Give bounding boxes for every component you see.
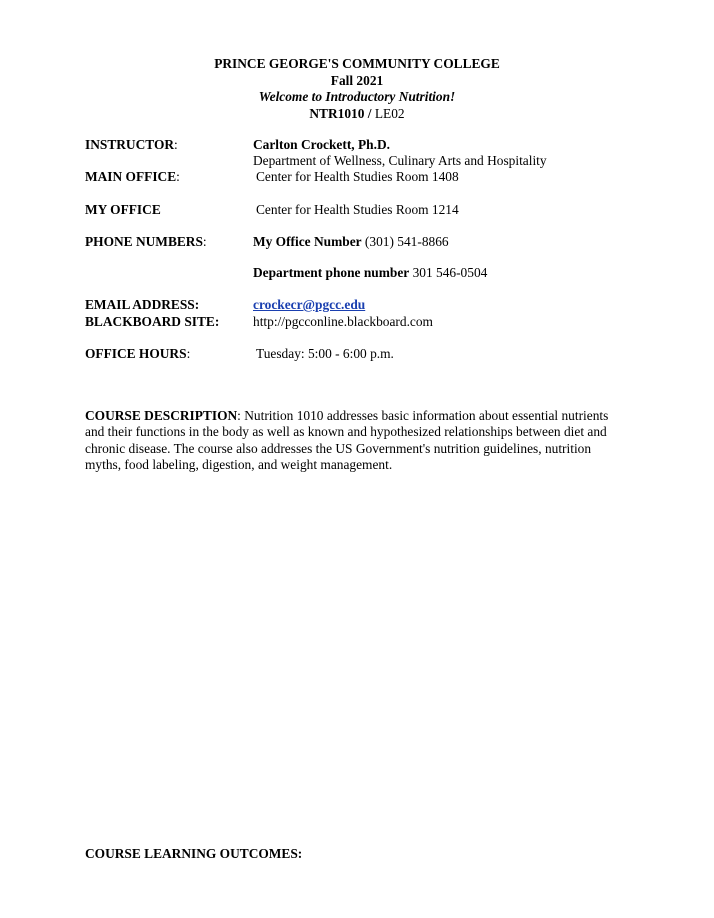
- course-description-colon: :: [237, 408, 241, 423]
- department-phone: [253, 265, 487, 282]
- main-office-colon: :: [176, 169, 180, 184]
- instructor-row: [85, 137, 178, 154]
- phone-colon: :: [202, 234, 207, 249]
- instructor-colon: :: [174, 137, 178, 152]
- course-description-text: Nutrition 1010 addresses basic information about essential nutrients and their functions in the body as well as known and hypothesized relationships between diet and chronic disease. The course also addresses the US Government's nutrition guidelines, nutrition myths, food labeling, digestion, and weight management.: [85, 408, 609, 472]
- email-link[interactable]: crockecr@pgcc.edu: [253, 297, 366, 312]
- instructor-label: INSTRUCTOR: [85, 137, 175, 152]
- instructor-department: Department of Wellness, Culinary Arts and Hospitality: [253, 153, 547, 168]
- main-office-row: [85, 169, 180, 186]
- department-phone-label: Department phone number: [253, 265, 410, 280]
- course-section: LE02: [371, 105, 405, 121]
- blackboard-label: BLACKBOARD SITE:: [85, 314, 220, 329]
- my-office-value: Center for Health Studies Room 1214: [256, 202, 459, 217]
- office-hours-value: Tuesday: 5:00 - 6:00 p.m.: [256, 346, 394, 361]
- office-phone-number: (301) 541-8866: [361, 234, 449, 249]
- phone-row: [85, 234, 207, 251]
- college-name: PRINCE GEORGE'S COMMUNITY COLLEGE: [214, 56, 500, 71]
- term: Fall 2021: [330, 72, 384, 88]
- email-row: [85, 297, 199, 314]
- office-hours-label: OFFICE HOURS: [85, 346, 187, 361]
- instructor-name: Carlton Crockett, Ph.D.: [253, 137, 390, 152]
- office-phone: [253, 234, 449, 251]
- email-value-wrap: [253, 297, 365, 314]
- phone-label: PHONE NUMBERS: [85, 234, 203, 249]
- blackboard-url: http://pgcconline.blackboard.com: [253, 314, 433, 329]
- my-office-label: MY OFFICE: [85, 202, 161, 217]
- course-code: NTR1010 /: [309, 105, 372, 121]
- department-phone-number: 301 546-0504: [409, 265, 488, 280]
- course-description-label: COURSE DESCRIPTION: [85, 408, 238, 423]
- learning-outcomes-heading: COURSE LEARNING OUTCOMES:: [85, 846, 303, 861]
- main-office-label: MAIN OFFICE: [85, 169, 177, 184]
- blackboard-row: [85, 314, 219, 331]
- course-line: [0, 106, 714, 123]
- welcome-line: Welcome to Introductory Nutrition!: [258, 89, 456, 104]
- main-office-value: Center for Health Studies Room 1408: [256, 169, 459, 184]
- document-header: [0, 56, 714, 122]
- course-description: [85, 408, 615, 473]
- my-office-row: [85, 202, 161, 219]
- office-hours-row: [85, 346, 190, 363]
- office-hours-colon: :: [186, 346, 191, 361]
- office-phone-label: My Office Number: [253, 234, 362, 249]
- email-label: EMAIL ADDRESS:: [85, 297, 200, 312]
